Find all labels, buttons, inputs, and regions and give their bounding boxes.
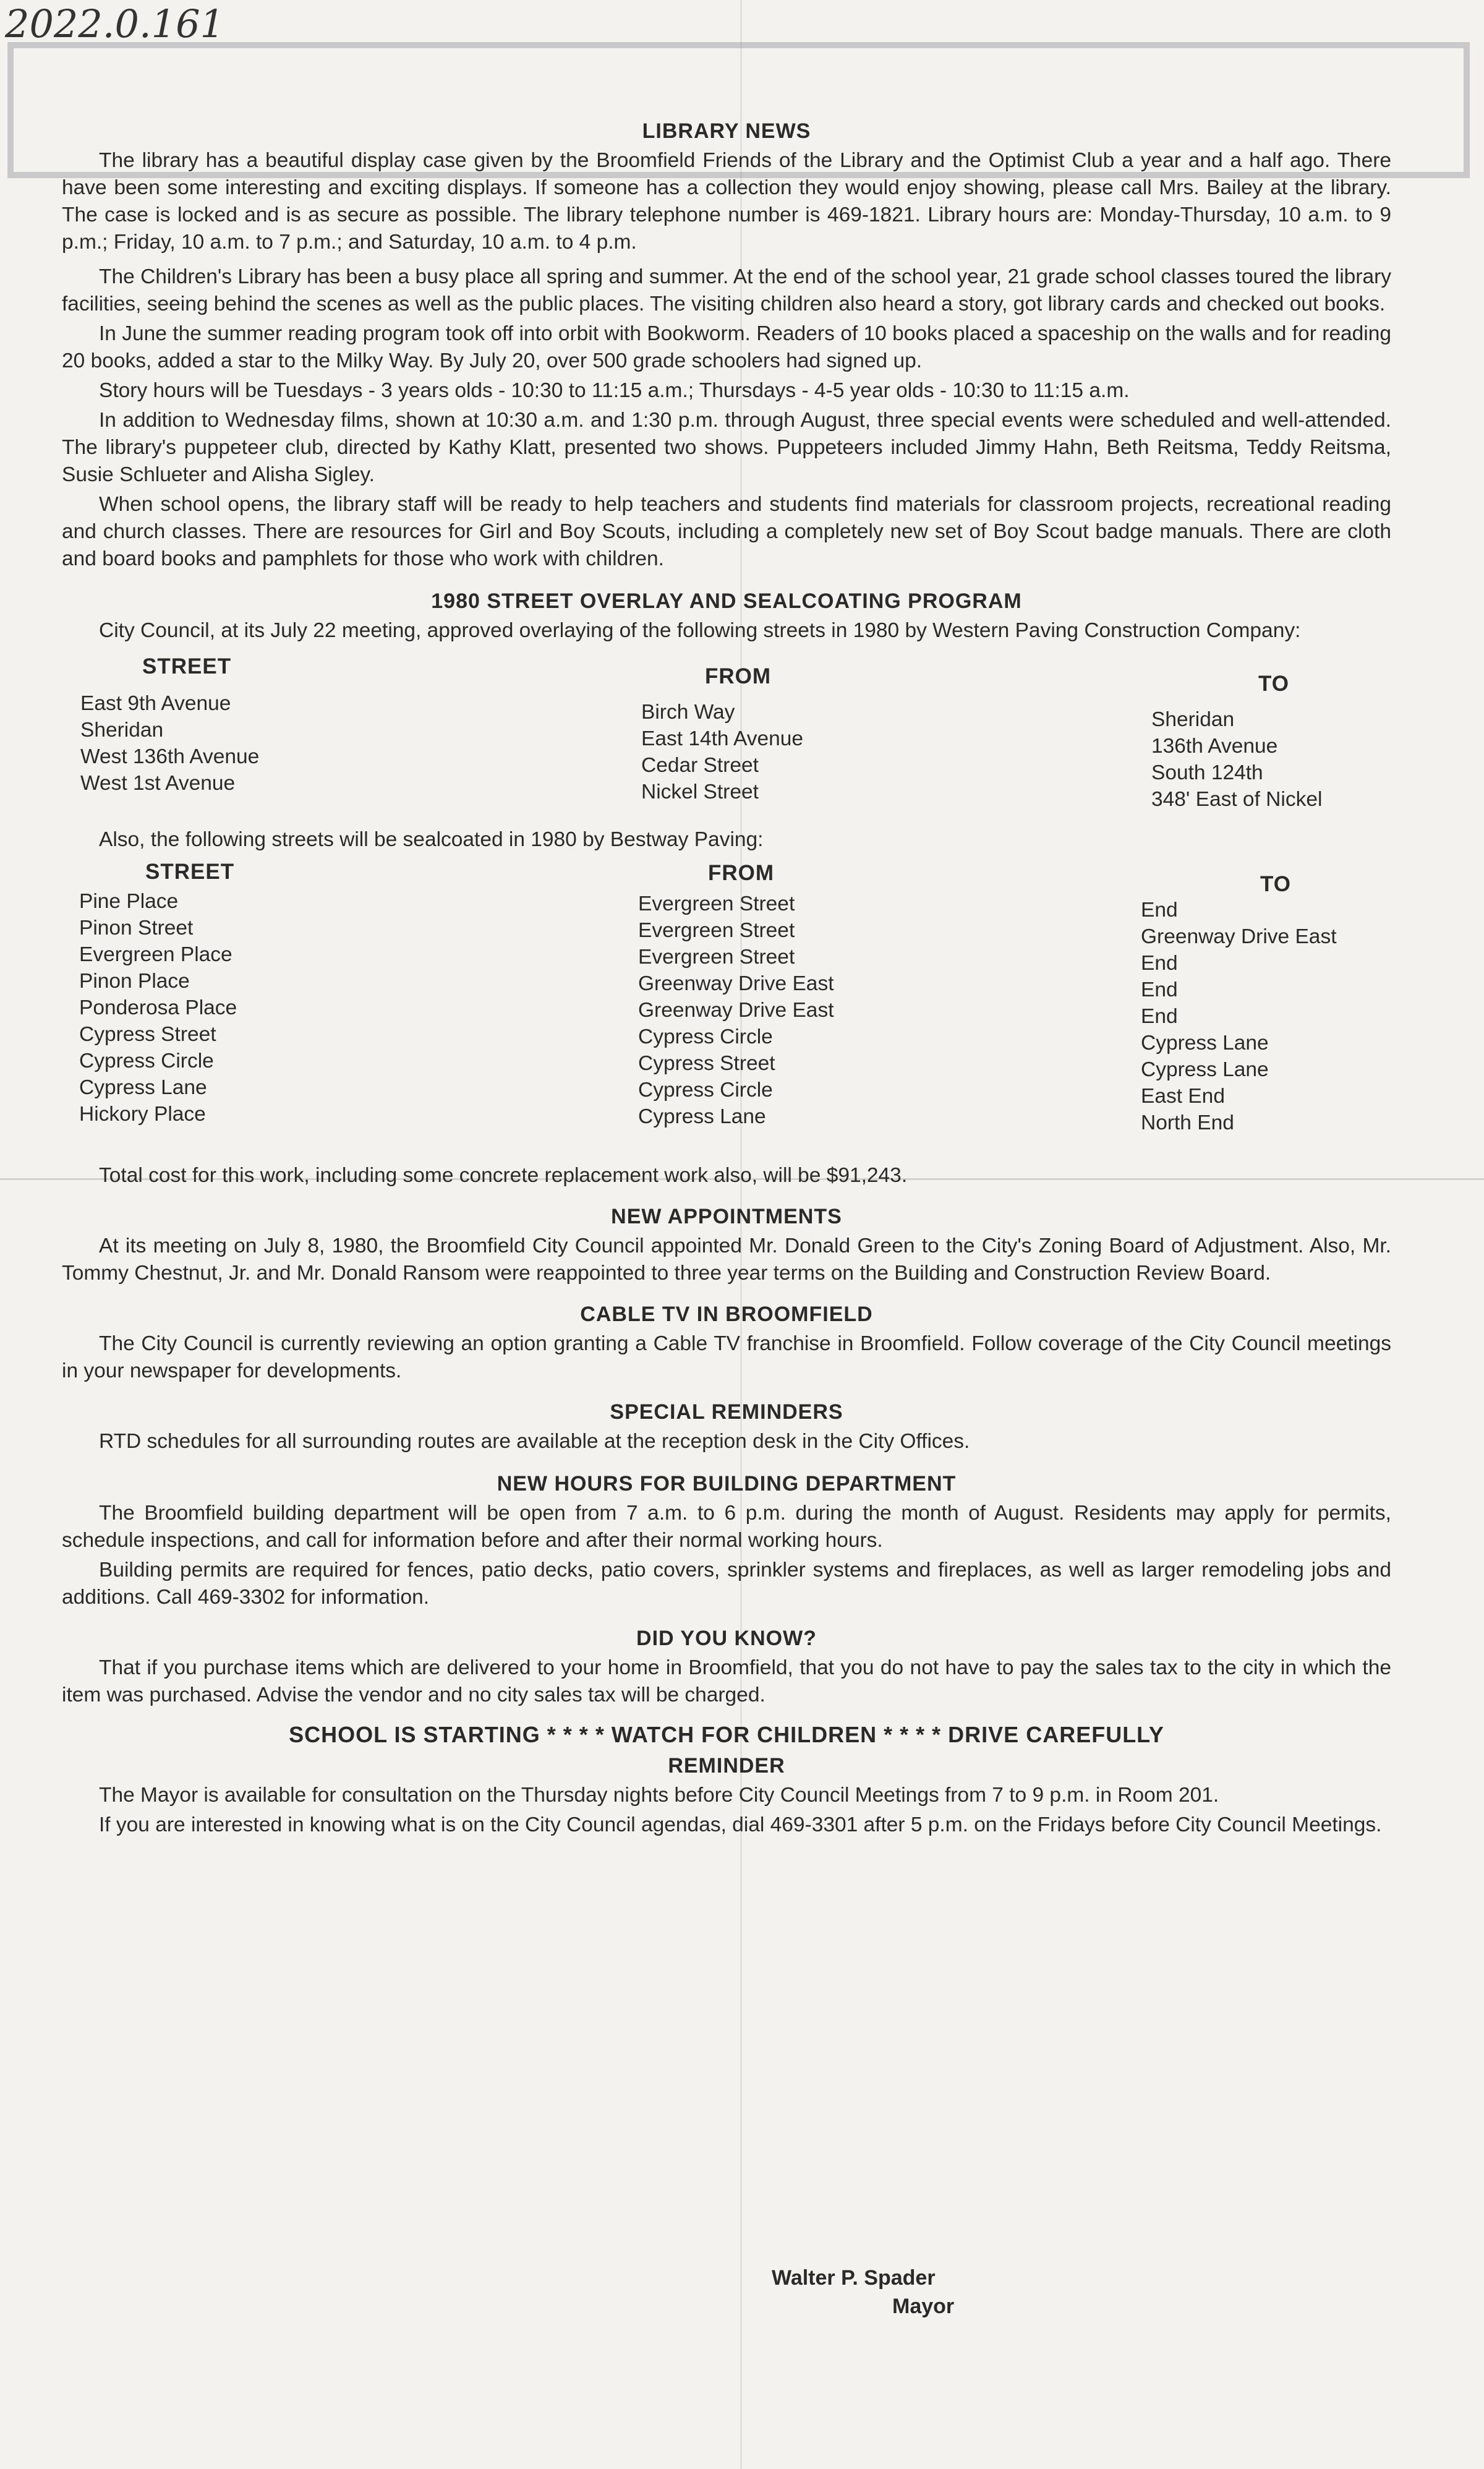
streets-intro: City Council, at its July 22 meeting, approved overlaying of the following streets in 1980 by Western Paving Construction Company: [99,619,1301,642]
overlay-to: Sheridan [1151,708,1235,731]
cable-heading: CABLE TV IN BROOMFIELD [580,1303,873,1326]
sealcoat-to: Cypress Lane [1141,1058,1269,1081]
reminder-heading: REMINDER [668,1754,785,1778]
sealcoat-from: Cypress Street [638,1052,775,1075]
library-heading: LIBRARY NEWS [642,119,811,143]
sealcoat-street: Cypress Lane [79,1076,207,1099]
sealcoat-street: Cypress Street [79,1023,216,1046]
overlay-to: South 124th [1151,761,1263,784]
didyouknow-text: That if you purchase items which are delivered to your home in Broomfield, that you do not have to pay the sales tax to the city in which the item was purchased. Advise the vendor and no city sales tax will be charged. [62,1656,1391,1706]
sealcoat-col-from: FROM [708,861,775,885]
overlay-street: West 1st Avenue [80,772,236,795]
overlay-col-street: STREET [142,654,232,678]
overlay-street: West 136th Avenue [80,745,260,768]
sealcoat-from: Evergreen Street [638,946,795,969]
overlay-from-column [641,699,803,805]
sealcoat-street: Ponderosa Place [79,996,237,1019]
sealcoat-street: Pinon Street [79,917,194,939]
appointments-text: At its meeting on July 8, 1980, the Broomfield City Council appointed Mr. Donald Green to the City's Zoning Board of Adjustment. Also, Mr. Tommy Chestnut, Jr. and Mr. Donald Ransom were reappointed to three year terms on the Building and Construction Review Board. [62,1234,1391,1285]
library-paragraph: Story hours will be Tuesdays - 3 years olds - 10:30 to 11:15 a.m.; Thursdays - 4-5 year olds - 10:30 to 11:15 a.m. [99,379,1130,402]
library-paragraph: When school opens, the library staff will be ready to help teachers and students find materials for classroom projects, recreational reading and church classes. There are resources for Girl and Boy Scouts, including a completely new set of Boy Scout badge manuals. There are cloth and board books and pamphlets for those who work with children. [62,493,1391,570]
sealcoat-from: Greenway Drive East [638,999,834,1022]
building-paragraph: The Broomfield building department will be open from 7 a.m. to 6 p.m. during the month of August. Residents may apply for permits, schedule inspections, and call for information before and after their normal working hours. [62,1502,1391,1552]
sealcoat-to: Greenway Drive East [1141,925,1337,948]
overlay-to-column [1151,706,1322,813]
sealcoat-street: Pinon Place [79,970,190,993]
overlay-table [62,647,1391,826]
overlay-from: Birch Way [641,701,735,724]
overlay-from: East 14th Avenue [641,727,804,750]
sealcoat-col-to: TO [1260,872,1291,896]
sealcoat-to: End [1141,899,1178,922]
overlay-street: Sheridan [80,719,164,742]
sealcoat-from: Cypress Lane [638,1105,766,1128]
accession-number: 2022.0.161 [5,1,224,46]
sealcoat-total: Total cost for this work, including some concrete replacement work also, will be $91,243. [99,1164,908,1187]
cable-text: The City Council is currently reviewing an option granting a Cable TV franchise in Broomfield. Follow coverage of the City Council meetings in your newspaper for developments. [62,1332,1391,1382]
sealcoat-to: North End [1141,1111,1234,1134]
signature-title: Mayor [892,2295,955,2318]
appointments-heading: NEW APPOINTMENTS [611,1205,842,1228]
overlay-from: Nickel Street [641,781,759,803]
signature-name: Walter P. Spader [772,2266,936,2290]
sealcoat-intro: Also, the following streets will be sealcoated in 1980 by Bestway Paving: [99,828,764,851]
sealcoat-to: End [1141,1005,1178,1028]
reminders-heading: SPECIAL REMINDERS [610,1400,843,1424]
sealcoat-street: Pine Place [79,890,179,913]
sealcoat-to: End [1141,952,1178,975]
sealcoat-street: Evergreen Place [79,943,232,966]
school-banner: SCHOOL IS STARTING * * * * WATCH FOR CHILDREN * * * * DRIVE CAREFULLY [289,1722,1164,1747]
library-paragraph: The Children's Library has been a busy place all spring and summer. At the end of the school year, 21 grade school classes toured the library facilities, seeing behind the scenes as well as the public places. The visiting children also heard a story, got library cards and checked out books. [62,265,1391,315]
sealcoat-from-column [638,891,834,1130]
overlay-street-column [80,690,259,797]
sealcoat-to: East End [1141,1085,1225,1108]
overlay-to: 136th Avenue [1151,735,1278,758]
overlay-col-to: TO [1258,672,1289,696]
reminders-text: RTD schedules for all surrounding routes are available at the reception desk in the City Offices. [99,1430,970,1453]
building-heading: NEW HOURS FOR BUILDING DEPARTMENT [497,1472,957,1496]
sealcoat-to: Cypress Lane [1141,1032,1269,1055]
sealcoat-from: Cypress Circle [638,1079,773,1102]
sealcoat-from: Evergreen Street [638,919,795,942]
sealcoat-from: Evergreen Street [638,892,795,915]
sealcoat-table [62,856,1391,1162]
sealcoat-street: Cypress Circle [79,1050,214,1072]
sealcoat-to-column [1141,897,1337,1136]
sealcoat-street: Hickory Place [79,1103,206,1126]
overlay-to: 348' East of Nickel [1151,788,1323,811]
sealcoat-street-column [79,888,237,1128]
sealcoat-from: Greenway Drive East [638,972,834,995]
didyouknow-heading: DID YOU KNOW? [636,1627,817,1650]
overlay-street: East 9th Avenue [80,692,231,715]
streets-heading: 1980 STREET OVERLAY AND SEALCOATING PROGRAM [431,589,1022,613]
overlay-col-from: FROM [705,664,772,688]
sealcoat-to: End [1141,978,1178,1001]
sealcoat-from: Cypress Circle [638,1025,773,1048]
building-paragraph: Building permits are required for fences, patio decks, patio covers, sprinkler systems and fireplaces, as well as larger remodeling jobs and additions. Call 469-3302 for information. [62,1559,1391,1609]
library-paragraph: In June the summer reading program took off into orbit with Bookworm. Readers of 10 books placed a spaceship on the walls and for reading 20 books, added a star to the Milky Way. By July 20, over 500 grade schoolers had signed up. [62,322,1391,372]
reminder-paragraph: The Mayor is available for consultation on the Thursday nights before City Council Meetings from 7 to 9 p.m. in Room 201. [99,1784,1219,1807]
signature-block [772,2264,954,2321]
library-paragraph: In addition to Wednesday films, shown at 10:30 a.m. and 1:30 p.m. through August, three special events were scheduled and well-attended. The library's puppeteer club, directed by Kathy Klatt, presented two shows. Puppeteers included Jimmy Hahn, Beth Reitsma, Teddy Reitsma, Susie Schlueter and Alisha Sigley. [62,409,1391,486]
newsletter-body [62,118,1391,1841]
library-paragraph: The library has a beautiful display case given by the Broomfield Friends of the Library and the Optimist Club a year and a half ago. There have been some interesting and exciting displays. If someone has a collection they would enjoy showing, please call Mrs. Bailey at the library. The case is locked and is as secure as possible. The library telephone number is 469-1821. Library hours are: Monday-Thursday, 10 a.m. to 9 p.m.; Friday, 10 a.m. to 7 p.m.; and Saturday, 10 a.m. to 4 p.m. [62,149,1391,254]
sealcoat-col-street: STREET [145,860,235,884]
overlay-from: Cedar Street [641,754,759,777]
reminder-paragraph: If you are interested in knowing what is on the City Council agendas, dial 469-3301 after 5 p.m. on the Fridays before City Council Meetings. [99,1813,1382,1836]
